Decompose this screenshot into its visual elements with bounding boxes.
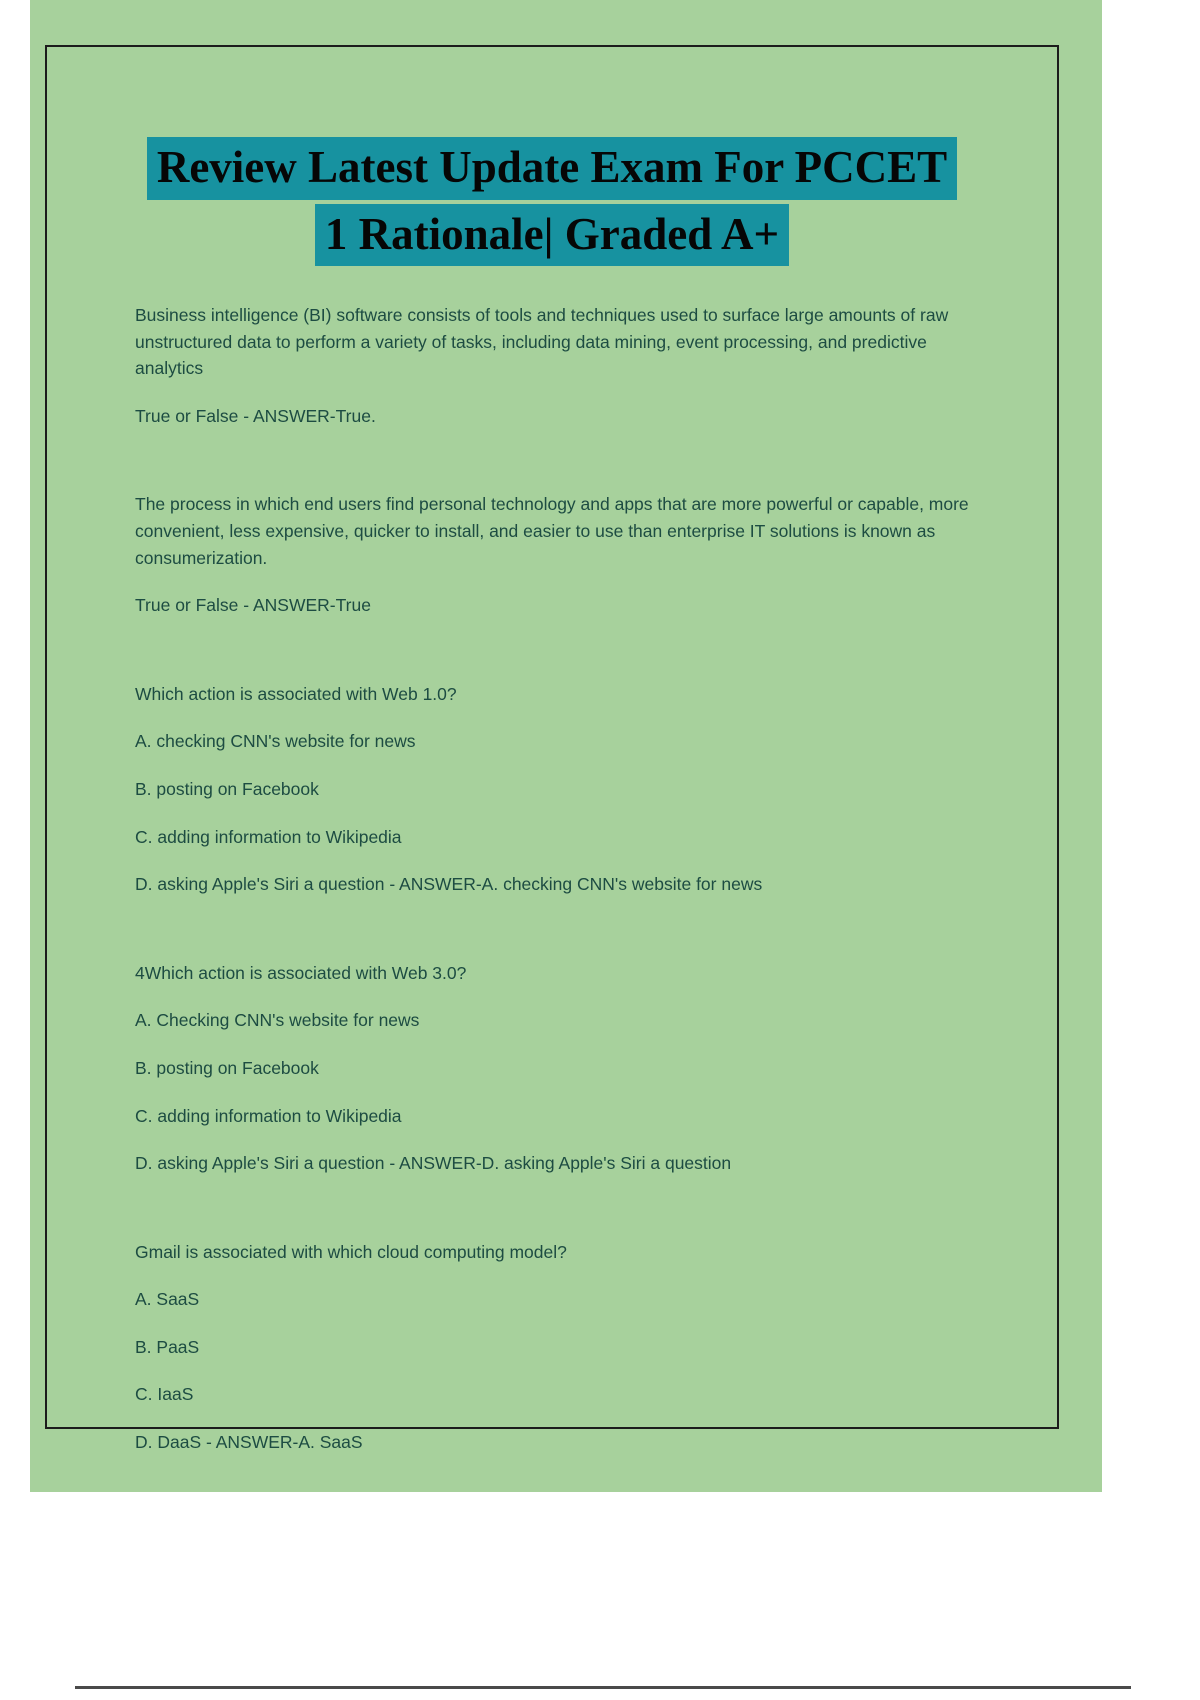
question-block-2 [135, 491, 997, 618]
q3-option-c: C. adding information to Wikipedia [135, 826, 402, 847]
q3-option-b: B. posting on Facebook [135, 778, 319, 799]
q2-statement: The process in which end users find personal technology and apps that are more powerful or capable, more convenient, less expensive, quicker to install, and easier to use than enterprise IT solutions is known as consumerization. [135, 494, 969, 568]
q5-option-b: B. PaaS [135, 1336, 200, 1357]
q3-prompt: Which action is associated with Web 1.0? [135, 683, 457, 704]
q5-prompt: Gmail is associated with which cloud computing model? [135, 1241, 567, 1262]
question-block-1 [135, 302, 997, 429]
content-border-box [45, 45, 1059, 1453]
q4-prompt: 4Which action is associated with Web 3.0? [135, 962, 467, 983]
q5-option-c: C. IaaS [135, 1384, 194, 1405]
question-block-4 [135, 960, 997, 1177]
q3-option-a: A. checking CNN's website for news [135, 731, 416, 752]
question-block-5 [135, 1239, 997, 1456]
q5-option-d-answer: D. DaaS - ANSWER-A. SaaS [135, 1432, 363, 1453]
q4-option-d-answer: D. asking Apple's Siri a question - ANSWER-D. asking Apple's Siri a question [135, 1153, 732, 1174]
document-title-line-1: Review Latest Update Exam For PCCET [147, 137, 957, 200]
document-body [135, 302, 997, 1456]
q3-option-d-answer: D. asking Apple's Siri a question - ANSWER-A. checking CNN's website for news [135, 874, 763, 895]
q4-option-b: B. posting on Facebook [135, 1057, 319, 1078]
document-title [47, 135, 1057, 268]
q1-answer: True or False - ANSWER-True. [135, 405, 376, 426]
page-bottom-rule [75, 1686, 1131, 1689]
q2-answer: True or False - ANSWER-True [135, 595, 371, 616]
scanned-document-page [30, 0, 1102, 1492]
q1-statement: Business intelligence (BI) software consists of tools and techniques used to surface large amounts of raw unstructured data to perform a variety of tasks, including data mining, event processing, and predictive analytics [135, 305, 949, 379]
question-block-3 [135, 681, 997, 898]
document-title-line-2: 1 Rationale| Graded A+ [315, 204, 789, 267]
q4-option-a: A. Checking CNN's website for news [135, 1010, 420, 1031]
q5-option-a: A. SaaS [135, 1289, 200, 1310]
q4-option-c: C. adding information to Wikipedia [135, 1105, 402, 1126]
